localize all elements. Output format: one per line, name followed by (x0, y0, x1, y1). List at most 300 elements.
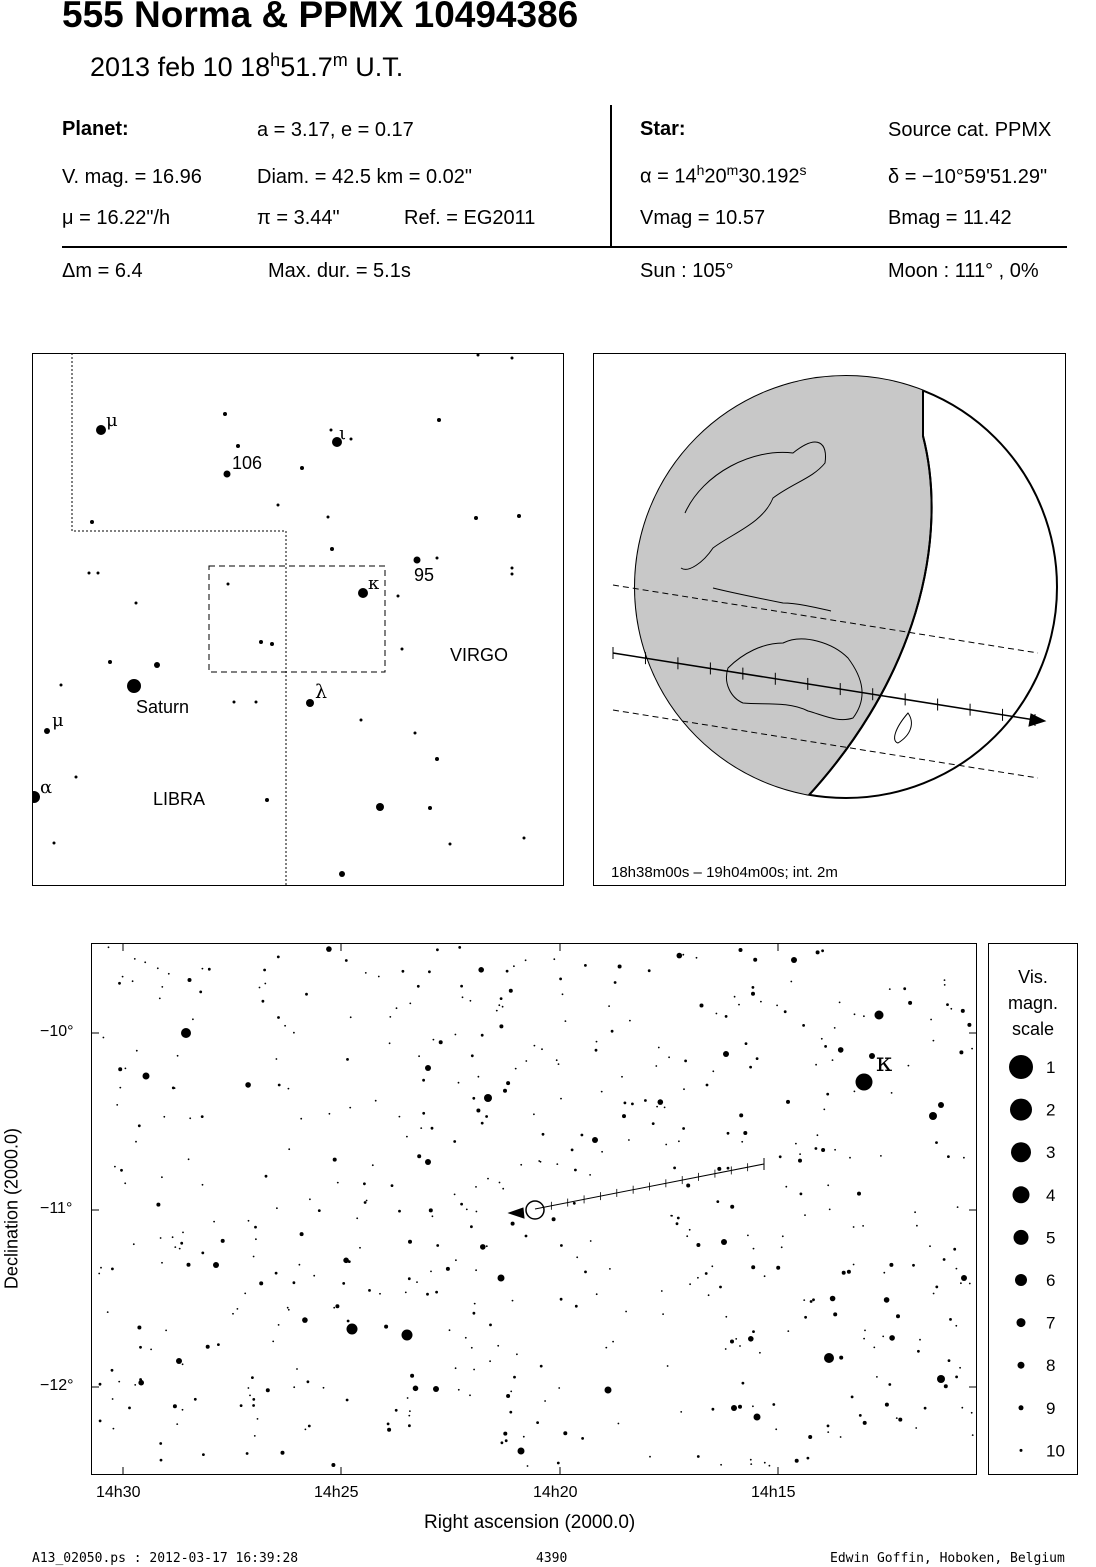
field-star (395, 1409, 398, 1412)
finder-star (477, 354, 480, 357)
field-star (245, 1082, 251, 1088)
bright-star (213, 1262, 219, 1268)
field-star (772, 1403, 775, 1406)
legend-label-5: 5 (1046, 1228, 1056, 1248)
field-star (265, 1175, 268, 1178)
field-star (502, 1188, 504, 1190)
field-star (649, 1456, 651, 1458)
antarctica-coast (765, 798, 873, 808)
field-star (753, 1248, 755, 1250)
field-star (739, 1113, 743, 1117)
field-star (453, 1140, 456, 1143)
globe-map (593, 353, 1066, 886)
label-virgo: VIRGO (450, 645, 509, 665)
field-star (251, 1376, 254, 1379)
field-star (182, 1409, 184, 1411)
field-star (873, 1347, 875, 1349)
field-star (174, 1087, 176, 1089)
field-star (705, 1272, 708, 1275)
field-star (779, 1155, 782, 1158)
field-star (348, 1260, 351, 1263)
field-star (455, 1367, 457, 1369)
label-lambda: λ (315, 681, 328, 703)
field-star (589, 1174, 591, 1176)
legend-label-3: 3 (1046, 1143, 1056, 1163)
field-star (329, 1113, 331, 1115)
field-star (387, 1428, 391, 1432)
field-star (536, 1421, 539, 1424)
field-star (799, 1153, 801, 1155)
field-star (375, 1100, 377, 1102)
finder-star (97, 572, 100, 575)
field-star (509, 1411, 512, 1414)
field-star (924, 1407, 927, 1410)
finder-star (135, 602, 138, 605)
field-star (717, 1167, 721, 1171)
field-star (139, 1346, 142, 1349)
bright-star (937, 1375, 945, 1383)
field-star (776, 1005, 778, 1007)
field-star (346, 1399, 349, 1402)
field-star (700, 1004, 704, 1008)
field-star (192, 1018, 194, 1020)
field-star (277, 1016, 280, 1019)
field-star (478, 1076, 480, 1078)
field-star (422, 1112, 425, 1115)
field-star (502, 1006, 504, 1008)
label-iota: ι (339, 423, 347, 444)
footer-number: 4390 (536, 1551, 568, 1566)
field-star (379, 1293, 381, 1295)
field-star (202, 1453, 205, 1456)
field-star (408, 1424, 411, 1427)
x-tick-4: 14h15 (751, 1484, 796, 1501)
finder-star (32, 791, 40, 803)
field-star (168, 973, 170, 975)
bright-star (402, 1330, 413, 1341)
field-star (100, 1267, 102, 1269)
field-star (821, 949, 824, 952)
field-star (188, 1158, 190, 1160)
field-star (559, 978, 562, 981)
field-star (116, 1104, 118, 1106)
field-star (648, 969, 651, 972)
field-star (935, 1286, 938, 1289)
field-star (821, 1038, 823, 1040)
field-star (668, 1056, 670, 1058)
field-star (417, 985, 420, 988)
field-star (259, 987, 261, 989)
bright-star (498, 1275, 505, 1282)
finder-star (127, 679, 141, 693)
field-star (864, 1330, 866, 1332)
field-star (505, 1439, 508, 1442)
field-star (753, 958, 757, 962)
bright-star (824, 1353, 834, 1363)
label-saturn: Saturn (136, 697, 190, 717)
field-star (202, 1184, 204, 1186)
field-star (409, 1003, 411, 1005)
field-star (470, 1000, 472, 1002)
finder-star (360, 719, 363, 722)
field-star (829, 1209, 831, 1211)
bright-star (961, 1275, 967, 1281)
field-star (513, 965, 515, 967)
field-star (284, 1025, 286, 1027)
field-star (956, 1268, 958, 1270)
field-star (455, 1259, 457, 1261)
field-star (712, 1070, 714, 1072)
field-star (618, 965, 622, 969)
field-star (187, 1263, 191, 1267)
field-star (455, 1034, 457, 1036)
field-star (574, 1169, 577, 1172)
field-star (263, 969, 266, 972)
field-star (276, 1207, 278, 1209)
field-star (560, 1098, 562, 1100)
field-star (287, 1307, 289, 1309)
field-star (349, 1107, 351, 1109)
field-star (556, 1059, 558, 1061)
field-star (605, 1347, 607, 1349)
field-star (161, 986, 163, 988)
field-star (347, 1320, 350, 1323)
field-star (891, 1092, 893, 1094)
field-star (658, 1047, 660, 1049)
field-star (506, 970, 509, 973)
field-star (337, 1182, 339, 1184)
field-star (157, 967, 159, 969)
field-star (431, 1127, 434, 1130)
field-star (160, 1237, 162, 1239)
field-star (618, 1423, 620, 1425)
label-mu-left: μ (52, 710, 64, 731)
field-star (254, 1226, 257, 1229)
field-star (118, 982, 121, 985)
field-star (854, 1091, 856, 1093)
field-star (581, 1134, 584, 1137)
planet-motion: μ = 16.22"/h (62, 207, 171, 229)
finder-star (437, 418, 441, 422)
y-tick-3: −12° (40, 1377, 74, 1394)
label-106: 106 (232, 453, 263, 473)
field-star (686, 1184, 690, 1188)
field-star (476, 1109, 480, 1113)
field-star (188, 978, 192, 982)
field-star (465, 1337, 467, 1339)
field-star (99, 1420, 102, 1423)
y-axis-label: Declination (2000.0) (1, 1127, 22, 1290)
field-star (959, 1050, 963, 1054)
field-star (716, 1013, 718, 1015)
field-star (834, 1149, 836, 1151)
field-star (815, 1064, 817, 1066)
finder-star (428, 806, 432, 810)
field-star (751, 992, 755, 996)
field-star (624, 1102, 627, 1105)
field-star (293, 1032, 295, 1034)
field-star (677, 1217, 680, 1220)
bright-star (484, 1094, 492, 1102)
field-star (612, 1341, 614, 1343)
field-star (795, 1459, 799, 1463)
field-star (950, 1008, 952, 1010)
field-star (165, 1330, 167, 1332)
field-star (313, 1275, 315, 1277)
field-star (862, 1225, 864, 1227)
field-star (309, 1198, 311, 1200)
field-star (356, 1217, 358, 1219)
field-star (742, 1382, 745, 1385)
finder-star (350, 438, 353, 441)
field-star (608, 1005, 610, 1007)
field-star (177, 1055, 179, 1057)
field-star (689, 1283, 691, 1285)
field-star (738, 1405, 742, 1409)
field-star (363, 1182, 366, 1185)
field-star (496, 1010, 498, 1012)
field-star (418, 1055, 420, 1057)
field-star (955, 1325, 957, 1327)
legend-dot-2 (1010, 1099, 1032, 1121)
field-star (515, 1068, 517, 1070)
field-star (919, 1339, 921, 1341)
ra-h-sup: h (696, 162, 705, 178)
star-ra (640, 162, 807, 189)
legend-dot-5 (1014, 1230, 1029, 1245)
field-star (402, 970, 405, 973)
field-star (949, 1318, 952, 1321)
finder-star (277, 504, 280, 507)
field-star (595, 1049, 598, 1052)
field-star (232, 1313, 234, 1315)
field-star (857, 1192, 861, 1196)
field-star (745, 1042, 748, 1045)
bright-star (347, 1324, 358, 1335)
legend-title-line3: scale (1011, 1019, 1055, 1039)
field-star (470, 1225, 473, 1228)
bright-star (176, 1358, 182, 1364)
field-star (684, 1060, 687, 1063)
field-star (812, 1298, 815, 1301)
field-star (277, 956, 280, 959)
field-star (741, 1141, 743, 1143)
field-star (644, 1099, 647, 1102)
field-star (366, 1200, 368, 1202)
field-star (876, 1376, 878, 1378)
planet-orbit: a = 3.17, e = 0.17 (257, 119, 414, 141)
field-star (276, 1058, 278, 1060)
planet-vmag: V. mag. = 16.96 (62, 166, 202, 188)
field-star (775, 1428, 777, 1430)
finder-star (233, 701, 236, 704)
bright-star (723, 1051, 729, 1057)
field-star (853, 1226, 855, 1228)
field-star (827, 1425, 830, 1428)
finder-star (397, 595, 400, 598)
field-star (584, 1271, 587, 1274)
moon-info: Moon : 111° , 0% (888, 260, 1039, 282)
field-star (119, 1087, 121, 1089)
field-star (523, 1436, 525, 1438)
field-star (436, 1244, 439, 1247)
field-star (299, 1264, 301, 1266)
field-star (275, 1272, 278, 1275)
legend-label-10: 10 (1046, 1441, 1065, 1461)
field-star (318, 1209, 321, 1212)
finder-star (327, 516, 330, 519)
bright-star (754, 1414, 761, 1421)
field-star (478, 967, 484, 973)
field-star (406, 1136, 408, 1138)
field-star (446, 1267, 450, 1271)
field-star (481, 1034, 484, 1037)
ra-m-sup: m (726, 162, 739, 178)
bright-star (721, 1239, 727, 1245)
field-star (652, 1122, 655, 1125)
field-star (137, 1326, 141, 1330)
x-tick-1: 14h30 (96, 1484, 141, 1501)
field-star (278, 1324, 280, 1326)
field-star (689, 1229, 691, 1231)
field-star (948, 1359, 951, 1362)
field-star (527, 1465, 529, 1467)
bright-star (425, 1065, 431, 1071)
field-star (398, 1210, 401, 1213)
field-star (509, 989, 513, 993)
field-star (839, 1356, 843, 1360)
field-star (800, 1193, 803, 1196)
field-star (725, 1348, 727, 1350)
field-star (614, 981, 617, 984)
field-star (972, 1434, 974, 1436)
field-star (174, 1246, 176, 1248)
field-star (458, 946, 461, 949)
finder-star (270, 642, 274, 646)
field-star (473, 1369, 475, 1371)
field-star (255, 1238, 257, 1240)
field-star (333, 1158, 337, 1162)
field-star (957, 1206, 959, 1208)
field-star (262, 1000, 265, 1003)
field-star (439, 1040, 443, 1044)
field-star (389, 1016, 391, 1018)
field-star (808, 1435, 812, 1439)
max-duration: Max. dur. = 5.1s (268, 260, 411, 282)
field-star (790, 981, 792, 983)
field-star (727, 1167, 730, 1170)
finder-star (376, 803, 384, 811)
field-star (947, 1155, 950, 1158)
field-star (664, 1107, 666, 1109)
field-star (485, 1115, 488, 1118)
field-star (750, 1463, 752, 1465)
night-shadow (593, 353, 932, 886)
field-star (885, 1403, 889, 1407)
field-star (609, 1268, 611, 1270)
finder-star (435, 757, 439, 761)
finder-star (227, 583, 230, 586)
legend-label-8: 8 (1046, 1356, 1056, 1376)
finder-chart (32, 353, 564, 886)
field-star (944, 979, 946, 981)
finder-star (517, 514, 521, 518)
field-star (823, 1109, 825, 1111)
field-star (433, 1039, 435, 1041)
field-star (368, 1289, 371, 1292)
field-star (359, 1247, 361, 1249)
field-star (288, 1148, 290, 1150)
field-star (132, 980, 134, 982)
field-star (422, 1079, 425, 1082)
field-star (896, 1417, 898, 1419)
time-range-label: 18h38m00s – 19h04m00s; int. 2m (611, 864, 838, 881)
field-star (544, 1400, 546, 1402)
field-star (489, 1324, 492, 1327)
field-star (498, 1004, 500, 1006)
field-star (533, 1113, 535, 1115)
field-star (677, 953, 683, 959)
field-star (658, 1099, 664, 1105)
field-star (138, 1124, 141, 1127)
field-star (278, 1084, 281, 1087)
field-star (946, 1003, 949, 1006)
field-star (827, 1431, 829, 1433)
field-star (384, 1325, 388, 1329)
field-star (575, 1305, 578, 1308)
field-star (108, 946, 110, 948)
field-star (683, 1088, 685, 1090)
finder-star (511, 573, 514, 576)
field-star (743, 1131, 747, 1135)
field-star (655, 1065, 657, 1067)
path-arrowhead (1029, 714, 1045, 726)
field-star (417, 1154, 421, 1158)
finder-star (90, 520, 94, 524)
field-star (839, 1002, 841, 1004)
field-star (163, 1116, 165, 1118)
field-star (662, 1313, 664, 1315)
field-star (408, 1240, 412, 1244)
planet-heading: Planet: (62, 118, 129, 140)
field-star (208, 968, 211, 971)
field-star (803, 1299, 805, 1301)
field-star (601, 1151, 603, 1153)
field-star (293, 1281, 296, 1284)
field-star (916, 1225, 918, 1227)
field-star (150, 1349, 152, 1351)
field-star (558, 1387, 560, 1389)
field-star (584, 964, 587, 967)
field-star (697, 1455, 700, 1458)
field-star (628, 1139, 630, 1141)
field-star (458, 1082, 460, 1084)
finder-star (511, 567, 514, 570)
field-star (915, 1427, 917, 1429)
field-star (810, 1300, 813, 1303)
field-star (859, 1414, 862, 1417)
field-star (138, 1380, 144, 1386)
field-star (326, 946, 332, 952)
field-star (883, 1272, 885, 1274)
field-star (673, 1167, 676, 1170)
finder-star (60, 684, 63, 687)
field-star (756, 1057, 759, 1060)
minute-value: 51.7 (280, 52, 333, 82)
finder-star (255, 701, 258, 704)
field-star (880, 1155, 882, 1157)
field-star (288, 1088, 290, 1090)
